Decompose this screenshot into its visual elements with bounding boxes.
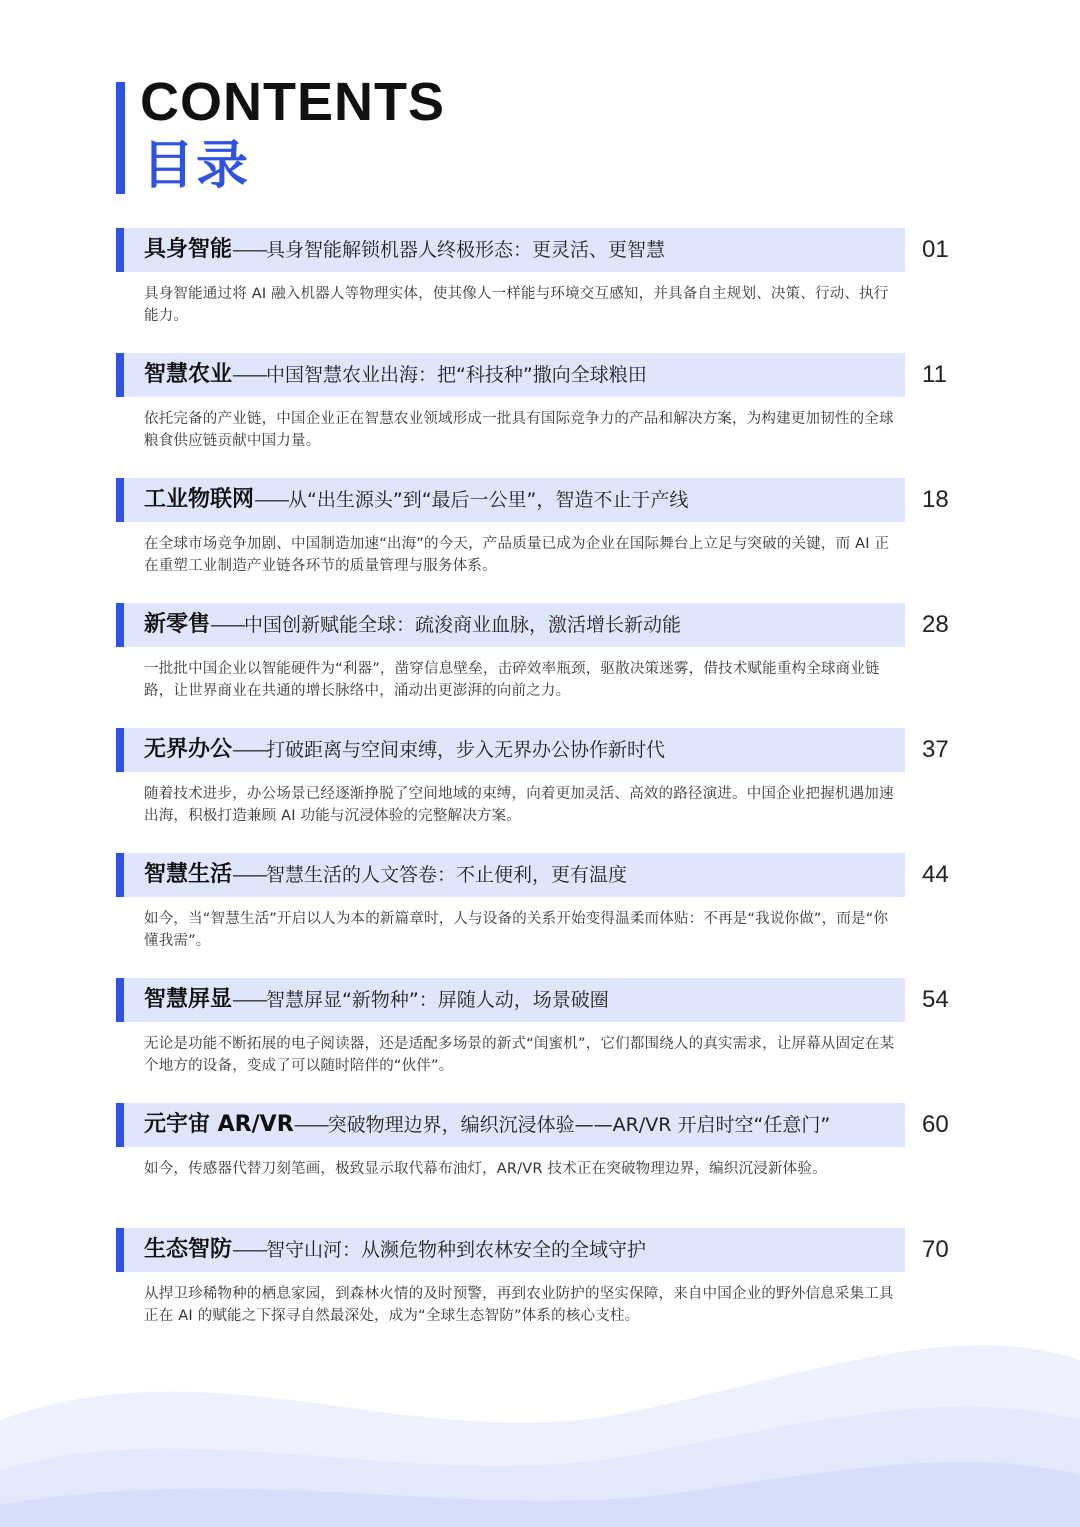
toc-entry-heading <box>144 478 924 522</box>
toc-dash: —— <box>254 489 289 511</box>
toc-entry[interactable] <box>116 478 966 588</box>
toc-subtitle: 从“出生源头”到“最后一公里”，智造不止于产线 <box>288 489 689 511</box>
toc-subtitle: 中国智慧农业出海：把“科技种”撒向全球粮田 <box>266 364 647 386</box>
toc-entry[interactable] <box>116 1228 966 1338</box>
toc-entry[interactable] <box>116 353 966 463</box>
toc-section-name: 智慧屏显 <box>144 987 233 1012</box>
toc-entry-heading <box>144 228 924 272</box>
toc-dash: —— <box>232 239 267 261</box>
toc-entry[interactable] <box>116 853 966 963</box>
toc-dash: —— <box>232 1239 267 1261</box>
toc-entry[interactable] <box>116 603 966 713</box>
toc-subtitle: 智慧屏显“新物种”：屏随人动，场景破圈 <box>266 989 609 1011</box>
toc-subtitle: 打破距离与空间束缚，步入无界办公协作新时代 <box>266 739 666 761</box>
toc-description: 一批批中国企业以智能硬件为“利器”，凿穿信息壁垒，击碎效率瓶颈，驱散决策迷雾，借技术赋能重构全球商业链路，让世界商业在共通的增长脉络中，涌动出更澎湃的向前之力。 <box>144 661 880 699</box>
toc-dash: —— <box>232 739 267 761</box>
toc-description: 无论是功能不断拓展的电子阅读器，还是适配多场景的新式“闺蜜机”，它们都围绕人的真实需求，让屏幕从固定在某个地方的设备，变成了可以随时陪伴的“伙伴”。 <box>144 1036 895 1074</box>
toc-page-number[interactable]: 60 <box>922 1111 949 1138</box>
toc-description: 依托完备的产业链，中国企业正在智慧农业领域形成一批具有国际竞争力的产品和解决方案，为构建更加韧性的全球粮食供应链贡献中国力量。 <box>144 411 894 449</box>
toc-page-number[interactable]: 18 <box>922 486 949 513</box>
toc-entry-heading <box>144 853 924 897</box>
header-accent-bar <box>116 82 125 194</box>
page-title-en: CONTENTS <box>140 72 445 132</box>
toc-entry-heading <box>144 978 924 1022</box>
toc-entry[interactable] <box>116 728 966 838</box>
toc-entry-heading <box>144 728 924 772</box>
toc-page-number[interactable]: 37 <box>922 736 949 763</box>
toc-dash: —— <box>232 364 267 386</box>
toc-page-number[interactable]: 11 <box>922 361 947 388</box>
toc-description: 具身智能通过将 AI 融入机器人等物理实体，使其像人一样能与环境交互感知，并具备自主规划、决策、行动、执行能力。 <box>144 286 889 324</box>
toc-subtitle: 智守山河：从濒危物种到农林安全的全域守护 <box>266 1239 647 1261</box>
toc-dash: —— <box>293 1114 328 1136</box>
toc-description: 如今，传感器代替刀刻笔画，极致显示取代幕布油灯，AR/VR 技术正在突破物理边界，编织沉浸新体验。 <box>144 1161 827 1177</box>
toc-page-number[interactable]: 70 <box>922 1236 949 1263</box>
toc-subtitle: 具身智能解锁机器人终极形态：更灵活、更智慧 <box>266 239 666 261</box>
toc-entry-heading <box>144 353 924 397</box>
toc-subtitle: 中国创新赋能全球：疏浚商业血脉，激活增长新动能 <box>244 614 682 636</box>
toc-page-number[interactable]: 28 <box>922 611 949 638</box>
toc-section-name: 智慧生活 <box>144 862 233 887</box>
toc-dash: —— <box>232 989 267 1011</box>
toc-entry-heading <box>144 1228 924 1272</box>
toc-entry[interactable] <box>116 228 966 338</box>
toc-entry-heading <box>144 603 924 647</box>
toc-dash: —— <box>232 864 267 886</box>
toc-section-name: 新零售 <box>144 612 211 637</box>
toc-section-name: 生态智防 <box>144 1237 233 1262</box>
toc-subtitle: 突破物理边界，编织沉浸体验——AR/VR 开启时空“任意门” <box>327 1114 831 1136</box>
toc-section-name: 无界办公 <box>144 737 233 762</box>
toc-subtitle: 智慧生活的人文答卷：不止便利，更有温度 <box>266 864 628 886</box>
page-title-zh: 目录 <box>142 136 251 196</box>
toc-section-name: 具身智能 <box>144 237 233 262</box>
toc-section-name: 工业物联网 <box>144 487 255 512</box>
toc-page-number[interactable]: 01 <box>922 236 949 263</box>
toc-section-name: 智慧农业 <box>144 362 233 387</box>
toc-entry[interactable] <box>116 978 966 1088</box>
toc-entry[interactable] <box>116 1103 966 1213</box>
toc-section-name: 元宇宙 AR/VR <box>144 1112 294 1137</box>
toc-page-number[interactable]: 44 <box>922 861 949 888</box>
toc-dash: —— <box>210 614 245 636</box>
toc-description: 如今，当“智慧生活”开启以人为本的新篇章时，人与设备的关系开始变得温柔而体贴：不再是“我说你做”，而是“你懂我需”。 <box>144 911 889 949</box>
toc-description: 随着技术进步，办公场景已经逐渐挣脱了空间地域的束缚，向着更加灵活、高效的路径演进。中国企业把握机遇加速出海，积极打造兼顾 AI 功能与沉浸体验的完整解决方案。 <box>144 786 894 824</box>
toc-description: 在全球市场竞争加剧、中国制造加速“出海”的今天，产品质量已成为企业在国际舞台上立足与突破的关键，而 AI 正在重塑工业制造产业链各环节的质量管理与服务体系。 <box>144 536 890 574</box>
toc-page-number[interactable]: 54 <box>922 986 949 1013</box>
toc-entry-heading <box>144 1103 924 1147</box>
toc-description: 从捍卫珍稀物种的栖息家园，到森林火情的及时预警，再到农业防护的坚实保障，来自中国企业的野外信息采集工具正在 AI 的赋能之下探寻自然最深处，成为“全球生态智防”体系的核心支柱。 <box>144 1286 894 1324</box>
